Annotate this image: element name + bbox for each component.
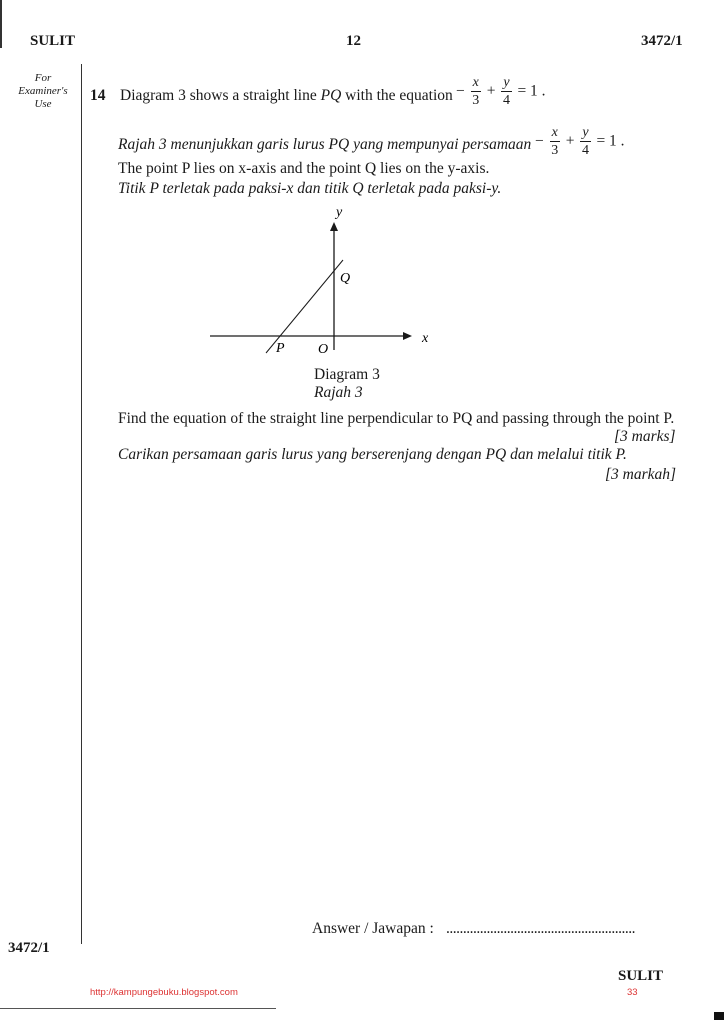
header-paper-code: 3472/1	[641, 33, 683, 49]
question-number: 14	[90, 87, 106, 104]
eq-minus: −	[456, 82, 465, 100]
frac-num: y	[582, 125, 589, 140]
eq-equals: = 1 .	[596, 132, 625, 150]
frac-num: y	[503, 75, 510, 90]
intro-text: Diagram 3 shows a straight line	[120, 87, 317, 104]
margin-note-line: Use	[34, 98, 52, 110]
margin-note-line: For	[34, 72, 52, 84]
eq-equals: = 1 .	[517, 82, 546, 100]
question-intro-ms	[118, 136, 531, 154]
frac-num: x	[472, 75, 479, 90]
x-axis-label: x	[422, 331, 429, 346]
header-sulit: SULIT	[30, 33, 76, 49]
intro-text-ms: Rajah 3 menunjukkan garis lurus	[118, 136, 325, 153]
diagram-3	[200, 200, 440, 365]
eq-plus: +	[486, 82, 496, 100]
footer-paper-code: 3472/1	[8, 940, 50, 956]
task-en: Find the equation of the straight line perpendicular to PQ and passing through the point P.	[118, 410, 675, 427]
diagram-caption-en: Diagram 3	[314, 366, 380, 383]
eq-plus: +	[565, 132, 575, 150]
line-pq: PQ	[320, 87, 342, 104]
footer-rule	[0, 1008, 276, 1009]
question-intro-en	[120, 87, 453, 105]
task-marks-en: [3 marks]	[614, 428, 676, 445]
frac-den: 4	[502, 93, 510, 108]
fraction-y-over-4	[501, 76, 511, 108]
x-axis-arrow	[403, 332, 412, 340]
line-pq-ms: PQ	[328, 136, 350, 153]
margin-note-line: Examiner's	[18, 85, 68, 97]
corner-mark	[714, 1012, 724, 1020]
y-axis-label: y	[336, 205, 343, 220]
answer-dots[interactable]: ........................................................	[446, 920, 635, 937]
origin-label: O	[318, 342, 329, 357]
intro-with-ms: yang mempunyai persamaan	[353, 136, 532, 153]
fraction-x-over-3	[550, 126, 560, 158]
y-axis-arrow	[330, 222, 338, 231]
diagram-caption-ms: Rajah 3	[314, 384, 363, 401]
footer-url: http://kampungebuku.blogspot.com	[90, 987, 238, 998]
frac-den: 4	[581, 143, 589, 158]
points-ms: Titik P terletak pada paksi-x dan titik Q terletak pada paksi-y.	[118, 180, 502, 197]
frac-num: x	[551, 125, 558, 140]
frac-den: 3	[472, 93, 480, 108]
frac-den: 3	[551, 143, 559, 158]
answer-label: Answer / Jawapan :	[312, 920, 434, 937]
examiner-margin-note	[10, 72, 76, 111]
task-marks-ms: [3 markah]	[605, 466, 677, 483]
point-p-label: P	[276, 341, 285, 356]
margin-rule	[81, 64, 82, 944]
fraction-y-over-4	[580, 126, 590, 158]
footer-sulit: SULIT	[618, 968, 664, 984]
eq-minus: −	[535, 132, 544, 150]
task-ms: Carikan persamaan garis lurus yang berserenjang dengan PQ dan melalui titik P.	[118, 446, 627, 463]
page-edge-mark	[0, 0, 2, 48]
points-en: The point P lies on x-axis and the point Q lies on the y-axis.	[118, 160, 490, 177]
equation-en	[456, 76, 546, 108]
equation-ms	[535, 126, 625, 158]
point-q-label: Q	[340, 271, 351, 286]
header-page-number: 12	[346, 33, 361, 49]
fraction-x-over-3	[471, 76, 481, 108]
intro-with: with the equation	[345, 87, 453, 104]
line-pq	[266, 260, 343, 353]
footer-page: 33	[627, 987, 638, 998]
